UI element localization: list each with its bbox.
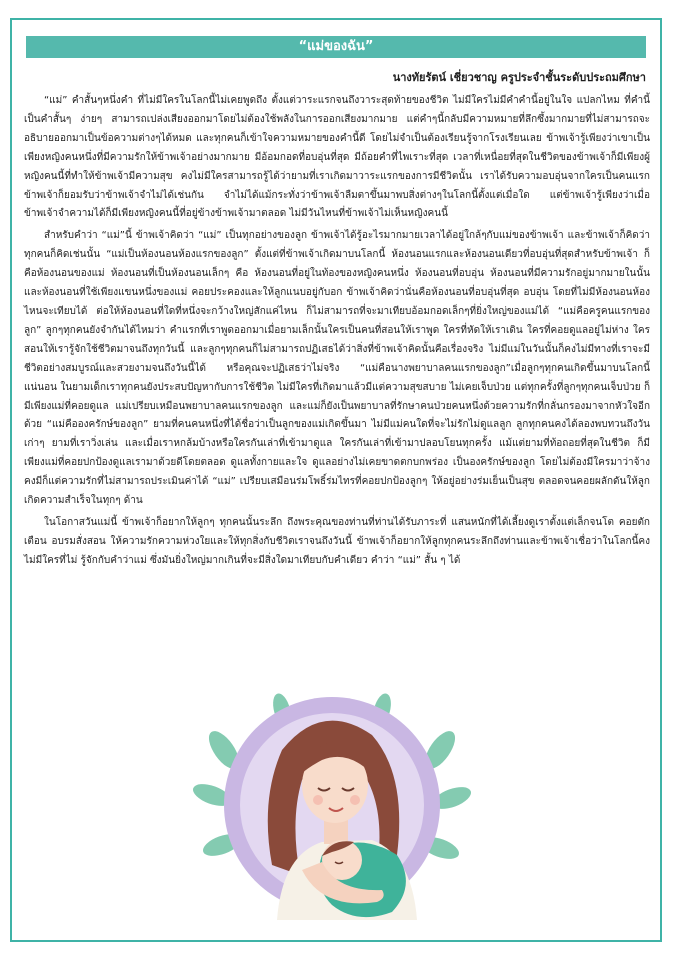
- paragraph-1: “แม่” คำสั้นๆหนึ่งคำ ที่ไม่มีใครในโลกนี้ไม่เคยพูดถึง ตั้งแต่วาระแรกจนถึงวาระสุดท้ายของชีวิต ไม่มีใครไม่มีคำคำนี้อยู่ในใจ แปลกไหม ที่คำนี้เป็นคำสั้นๆ ง่ายๆ สามารถเปล่งเสียงออกมาโดยไม่ต้องใช้พลังในการออกเสียงมากมาย แต่คำๆนี้กลับมีความหมายที่ลึกซึ้งมากมายที่ไม่สามารถจะอธิบายออกมาเป็นข้อความต่างๆได้หมด และทุกคนก็เข้าใจความหมายของคำนี้ดี โดยไม่จำเป็นต้องเรียนรู้จากโรงเรียนเลย ข้าพเจ้ารู้เพียงว่าเขาเป็นเพียงหญิงคนหนึ่งที่มีความรักให้ข้าพเจ้าอย่างมากมาย มีอ้อมกอดที่อบอุ่นที่สุด มีถ้อยคำที่ไพเราะที่สุด เวลาที่เหนื่อยที่สุดในชีวิตของข้าพเจ้าก็มีเพียงผู้หญิงคนนี้ที่ทำให้ข้าพเจ้ามีความสุข คงไม่มีใครสามารถรู้ได้ว่ายามที่เราเกิดมาวาระแรกของการมีชีวิตนั้น เราได้รับความอบอุ่นจากใครเป็นคนแรก ข้าพเจ้าก็ยอมรับว่าข้าพเจ้าจำไม่ได้เช่นกัน จำไม่ได้แม้กระทั่งว่าข้าพเจ้าลืมตาขึ้นมาพบสิ่งต่างๆในโลกนี้ตั้งแต่เมื่อใด แต่ข้าพเจ้ารู้เพียงว่าเมื่อข้าพเจ้าจำความได้ก็มีเพียงหญิงคนนี้ที่อยู่ข้างข้าพเจ้ามาตลอด ไม่มีวันไหนที่ข้าพเจ้าไม่เห็นหญิงคนนี้: [24, 95, 650, 220]
- paragraph-2: สำหรับคำว่า “แม่”นี้ ข้าพเจ้าคิดว่า “แม่” เป็นทุกอย่างของลูก ข้าพเจ้าได้รู้อะไรมากมายเวลาได้อยู่ใกล้ๆกับแม่ของข้าพเจ้า และข้าพเจ้าก็คิดว่าทุกคนก็คิดเช่นนั้น “แม่เป็นห้องนอนห้องแรกของลูก” ตั้งแต่ที่ข้าพเจ้าเกิดมาบนโลกนี้ ห้องนอนแรกและห้องนอนเดียวที่อบอุ่นที่สุดสำหรับข้าพเจ้า ก็คือห้องนอนของแม่ ห้องนอนที่เป็นห้องนอนเล็กๆ คือ ห้องนอนที่อยู่ในท้องของหญิงคนหนึ่ง ห้องนอนที่อบอุ่น ห้องนอนที่มีความรักอยู่มากมายในนั้น และห้องนอนที่ใช้เพียงแขนหนึ่งของแม่ คอยประคองและให้ลูกแนบอยู่กับอก ข้าพเจ้าคิดว่านั่นคือห้องนอนที่อบอุ่นที่สุด อบอุ่น โดยที่ไม่มีห้องนอนห้องไหนจะเทียบได้ ต่อให้ห้องนอนที่ใดที่หนึ่งจะกว้างใหญ่สักแค่ไหน ก็ไม่สามารถที่จะมาเทียบอ้อมกอดเล็กๆที่ยิ่งใหญ่ของแม่ได้ “แม่คือครูคนแรกของลูก” ลูกๆทุกคนยังจำกันได้ไหมว่า คำแรกที่เราพูดออกมาเมื่อยามเล็กนั้นใครเป็นคนที่สอนให้เราพูด ใครที่หัดให้เราเดิน ใครที่คอยดูแลอยู่ไม่ห่าง ใครสอนให้เรารู้จักใช้ชีวิตมาจนถึงทุกวันนี้ และลูกๆทุกคนก็ไม่สามารถปฏิเสธได้ว่าสิ่งที่ข้าพเจ้าคิดนั้นคือเรื่องจริง ไม่มีแม่ในวันนั้นก็คงไม่มีทางที่เราจะมีชีวิตอย่างสมบูรณ์และสวยงามจนถึงวันนี้ได้ หรือคุณจะปฏิเสธว่าไม่จริง “แม่คือนางพยาบาลคนแรกของลูก”เมื่อลูกๆทุกคนเกิดขึ้นมาบนโลกนี้ แน่นอน ในยามเด็กเราทุกคนยังประสบปัญหากับการใช้ชีวิต ไม่มีใครที่เกิดมาแล้วมีแต่ความสุขสบาย ไม่เคยเจ็บป่วย แต่ทุกครั้งที่ลูกๆทุกคนเจ็บป่วย ก็มีเพียงแม่ที่คอยดูแล แม่เปรียบเหมือนพยาบาลคนแรกของลูก และแม่ก็ยังเป็นพยาบาลที่รักษาคนป่วยคนหนึ่งด้วยความรักที่กลั่นกรองมาจากหัวใจอีกด้วย “แม่คือองครักษ์ของลูก” ยามที่คนคนหนึ่งที่ได้ชื่อว่าเป็นลูกของแม่เกิดขึ้นมา ไม่มีแม่คนใดที่จะไม่รักไม่ดูแลลูก ลูกทุกคนคงได้ลองพบทวนถึงวันเก่าๆ ยามที่เราวิ่งเล่น และเมื่อเราหกล้มบ้างหรือใครกันเล่าที่เข้ามาดูแล ใครกันเล่าที่เข้ามาปลอบโยนทุกครั้ง แม้แต่ยามที่ท้อถอยที่สุดในชีวิต ก็มีเพียงแม่ที่คอยปกป้องดูแลเรามาด้วยดีโดยตลอด ดูแลทั้งกายและใจ ดูแลอย่างไม่เคยขาดตกบกพร่อง เป็นองครักษ์ของลูก โดยไม่ต้องมีใครมาว่าจ้าง คงมีก็แต่ความรักที่ไม่สามารถประเมินค่าได้ “แม่” เปรียบเสมือนร่มโพธิ์ร่มไทรที่คอยปกป้องลูกๆ ให้อยู่อย่างร่มเย็นเป็นสุข ตลอดจนคอยผลักดันให้ลูกเกิดความสำเร็จในทุกๆ ด้าน: [24, 230, 650, 507]
- paragraph-3: ในโอกาสวันแม่นี้ ข้าพเจ้าก็อยากให้ลูกๆ ทุกคนนั้นระลึก ถึงพระคุณของท่านที่ท่านได้รับภาระที่ แสนหนักที่ได้เลี้ยงดูเราตั้งแต่เล็กจนโต คอยตักเตือน อบรมสั่งสอน ให้ความรักความห่วงใยและให้ทุกสิ่งกับชีวิตเราจนถึงวันนี้ ข้าพเจ้าก็อยากให้ลูกทุกคนระลึกถึงท่านและข้าพเจ้าเชื่อว่าในโลกนี้คงไม่มีใครที่ไม่ รู้จักกับคำว่าแม่ ซึ่งมันยิ่งใหญ่มากเกินที่จะมีสิ่งใดมาเทียบกับคำเดียว คำว่า “แม่” สั้น ๆ ได้: [24, 516, 650, 566]
- mother-holding-baby-icon: [172, 680, 492, 926]
- author-line: นางทัยรัตน์ เชี่ยวชาญ ครูประจำชั้นระดับประถมศึกษา: [392, 71, 646, 84]
- page-border: [10, 18, 662, 942]
- article-body: [24, 92, 650, 574]
- article-title: “แม่ของฉัน”: [26, 36, 646, 58]
